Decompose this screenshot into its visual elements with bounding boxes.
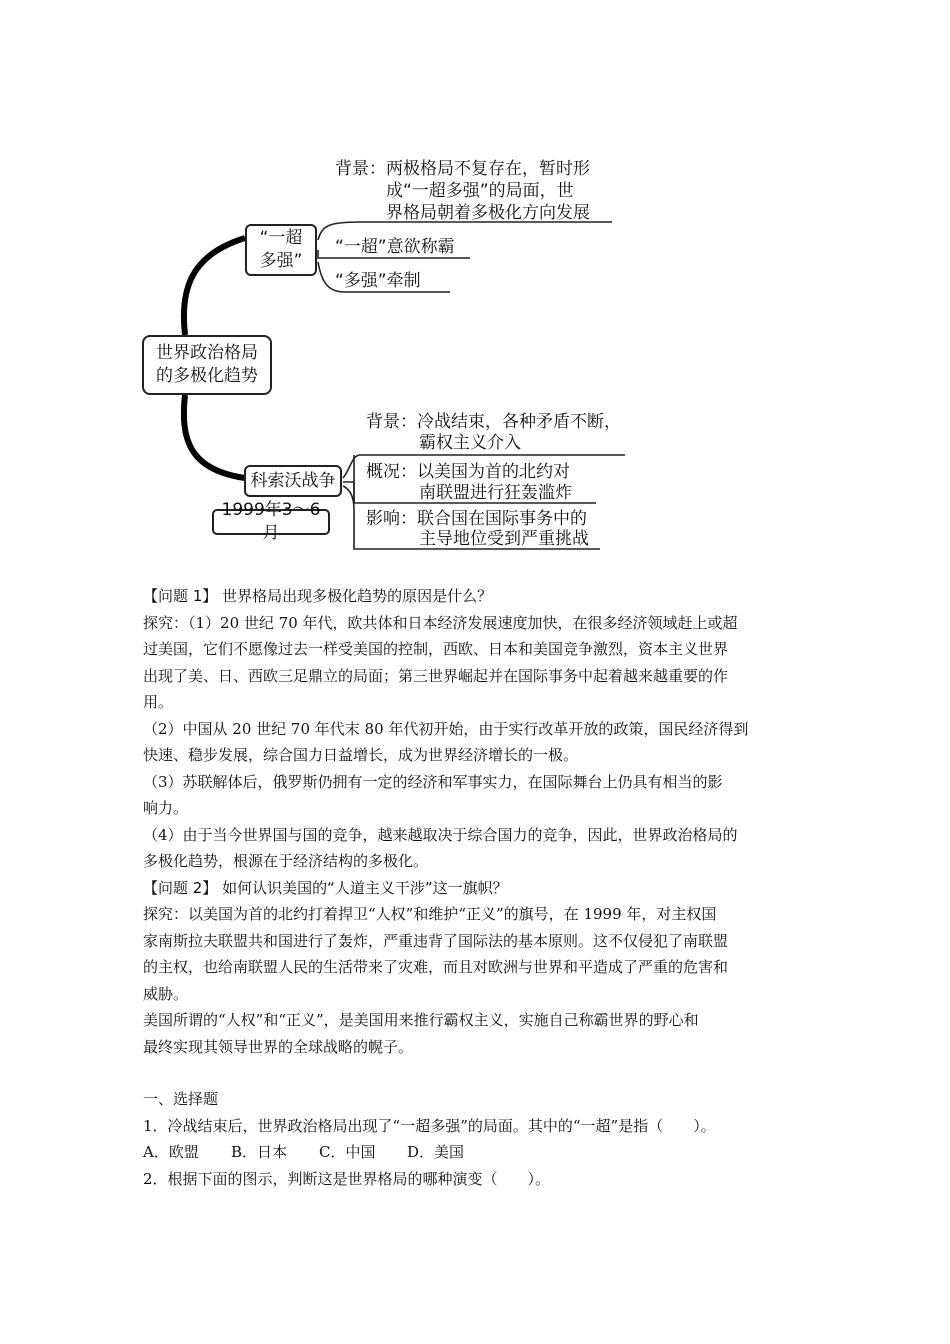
center-topic-line2: 的多极化趋势	[156, 366, 258, 386]
center-topic-line1: 世界政治格局	[156, 343, 258, 363]
branch-lower	[184, 395, 245, 478]
option-a: A．欧盟	[143, 1143, 199, 1161]
upper-background-line2: 成“一超多强”的局面，世	[386, 181, 574, 201]
exercise-question-1-options	[143, 1139, 823, 1166]
exercise-section-title: 一、选择题	[143, 1090, 219, 1108]
lower-overview-line1: 概况：以美国为首的北约对	[366, 462, 570, 482]
q2-answer-2-line2: 最终实现其领导世界的全球战略的幌子。	[143, 1037, 414, 1056]
branch-upper	[184, 238, 245, 335]
kosovo-date: 1999年3～6月	[221, 500, 321, 543]
q2-answer-1-line1: 探究：以美国为首的北约打着捍卫“人权”和维护“正义”的旗号，在 1999 年，对主权国	[143, 905, 717, 923]
one-superpower-label-line2: 多强”	[259, 251, 303, 271]
exercise-question-1: 1．冷战结束后，世界政治格局出现了“一超多强”的局面。其中的“一超”是指（ ）。	[143, 1116, 716, 1135]
q2-answer-1-line2: 家南斯拉夫联盟共和国进行了轰炸，严重违背了国际法的基本原则。这不仅侵犯了南联盟	[143, 931, 729, 950]
q2-answer-1-line3: 的主权，也给南联盟人民的生活带来了灾难，而且对欧洲与世界和平造成了严重的危害和	[143, 958, 729, 976]
lower-overview-line2: 南联盟进行狂轰滥炸	[419, 483, 572, 503]
q1-answer-4-line1: （4）由于当今世界国与国的竞争，越来越取决于综合国力的竞争，因此，世界政治格局的	[143, 825, 738, 844]
document-body	[143, 583, 823, 1192]
kosovo-date-box	[212, 500, 330, 543]
q1-answer-4-line2: 多极化趋势，根源在于经济结构的多极化。	[143, 852, 429, 870]
lower-impact-line1: 影响：联合国在国际事务中的	[366, 509, 587, 529]
upper-background-line1: 背景：两极格局不复存在，暂时形	[335, 159, 590, 179]
q2-answer-1-line4: 威胁。	[143, 984, 189, 1003]
center-topic-box	[142, 335, 272, 395]
q1-answer-1-line4: 用。	[143, 693, 174, 711]
q1-answer-3-line1: （3）苏联解体后，俄罗斯仍拥有一定的经济和军事实力，在国际舞台上仍具有相当的影	[143, 772, 723, 791]
lower-impact-line2: 主导地位受到严重挑战	[419, 529, 589, 549]
kosovo-war-label: 科索沃战争	[250, 470, 336, 491]
upper-background-line3: 界格局朝着多极化方向发展	[386, 203, 590, 223]
option-b: B．日本	[231, 1143, 288, 1161]
upper-item-restraint: “多强”牵制	[335, 271, 421, 291]
exercise-question-2: 2．根据下面的图示，判断这是世界格局的哪种演变（ ）。	[143, 1169, 551, 1188]
option-d: D．美国	[407, 1143, 465, 1161]
spacer	[143, 1060, 823, 1086]
q1-answer-1-line3: 出现了美、日、西欧三足鼎立的局面；第三世界崛起并在国际事务中起着越来越重要的作	[143, 666, 729, 685]
one-superpower-node	[245, 224, 317, 276]
q1-answer-3-line2: 响力。	[143, 799, 189, 817]
lower-background-line2: 霸权主义介入	[419, 433, 521, 453]
q1-answer-2-line2: 快速、稳步发展，综合国力日益增长，成为世界经济增长的一极。	[143, 746, 579, 764]
q1-answer-1-line1: 探究：（1）20 世纪 70 年代，欧共体和日本经济发展速度加快，在很多经济领域赶上或超	[143, 613, 738, 632]
option-c: C．中国	[319, 1143, 376, 1161]
question-1-title: 【问题 1】 世界格局出现多极化趋势的原因是什么？	[143, 587, 493, 605]
kosovo-war-node	[244, 465, 342, 497]
question-2-title: 【问题 2】 如何认识美国的“人道主义干涉”这一旗帜？	[143, 878, 508, 897]
upper-item-hegemony: “一超”意欲称霸	[335, 237, 455, 257]
lower-background-line1: 背景：冷战结束，各种矛盾不断，	[366, 412, 621, 432]
q2-answer-2-line1: 美国所谓的“人权”和“正义”，是美国用来推行霸权主义，实施自己称霸世界的野心和	[143, 1011, 699, 1029]
mind-map	[0, 0, 950, 570]
one-superpower-label-line1: “一超	[259, 228, 303, 248]
q1-answer-1-line2: 过美国，它们不愿像过去一样受美国的控制，西欧、日本和美国竞争激烈，资本主义世界	[143, 640, 729, 658]
q1-answer-2-line1: （2）中国从 20 世纪 70 年代末 80 年代初开始，由于实行改革开放的政策，国民经济得到	[143, 719, 749, 738]
